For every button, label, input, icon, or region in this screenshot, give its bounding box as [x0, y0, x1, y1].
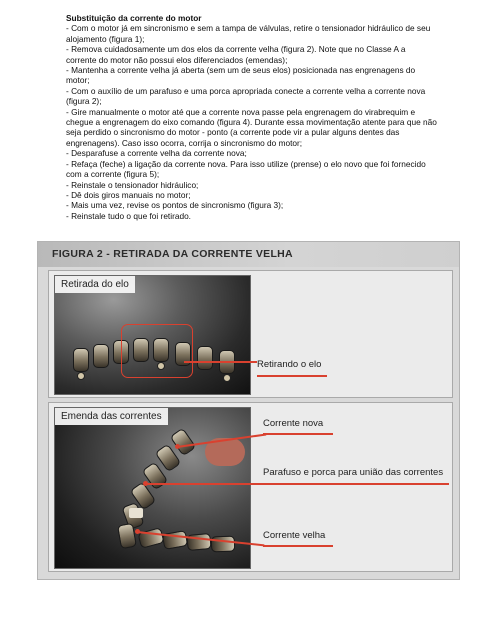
step-1: - Com o motor já em sincronismo e sem a tampa de válvulas, retire o tensionador hidráulico de seu alojamento (figura 1); — [66, 23, 431, 44]
callout-line — [257, 375, 327, 377]
chain-link — [93, 344, 109, 368]
step-8: - Reinstale o tensionador hidráulico; — [66, 179, 199, 190]
chain-pin — [77, 372, 85, 380]
step-5: - Gire manualmente o motor até que a corrente nova passe pela engrenagem do virabrequim e chegue a engrenagem do eixo comando (figura 4). Durante essa movimentação atente para que não seja perdido o sincronismo do motor - ponto (a corrente pode vir a pular alguns dentes das engrenagens). Caso isso ocorra, corrija o sincronismo do motor; — [66, 106, 437, 148]
step-11: - Reinstale tudo o que foi retirado. — [66, 210, 191, 221]
step-2: - Remova cuidadosamente um dos elos da corrente velha (figura 2). Note que no Classe A a corrente do motor não possui elos diferenciados (emendas); — [66, 44, 406, 65]
callout-bolt-nut: Parafuso e porca para união das correntes — [263, 467, 444, 478]
bolt — [129, 508, 143, 518]
panel-chain-splice — [48, 402, 453, 572]
instructions-text — [66, 13, 438, 221]
chain-link — [73, 348, 89, 372]
chain-pin — [223, 374, 231, 382]
link-highlight — [121, 324, 193, 378]
step-6: - Desparafuse a corrente velha da corrente nova; — [66, 148, 247, 159]
step-9: - Dê dois giros manuais no motor; — [66, 189, 191, 200]
callout-old-chain: Corrente velha — [263, 530, 326, 541]
step-4: - Com o auxílio de um parafuso e uma porca apropriada conecte a corrente velha a corrente nova (figura 2); — [66, 85, 426, 107]
panel-2-label: Emenda das correntes — [55, 408, 168, 425]
callout-new-chain: Corrente nova — [263, 418, 324, 429]
callout-line — [145, 483, 265, 485]
chain-link — [162, 530, 188, 550]
panel-remove-link — [48, 270, 453, 398]
chain-link — [137, 527, 164, 549]
section-heading: Substituição da corrente do motor — [66, 13, 202, 23]
photo-chain-splice — [54, 407, 251, 569]
callout-line — [263, 433, 333, 435]
step-10: - Mais uma vez, revise os pontos de sincronismo (figura 3); — [66, 200, 284, 211]
figure-title-bar — [38, 242, 459, 267]
chain-link — [211, 536, 236, 553]
chain-link — [197, 346, 213, 370]
callout-line — [184, 361, 257, 363]
panel-1-label: Retirada do elo — [55, 276, 135, 293]
callout-line — [263, 545, 333, 547]
step-7: - Refaça (feche) a ligação da corrente nova. Para isso utilize (prense) o elo novo que foi fornecido com a corrente (figura 5); — [66, 158, 426, 180]
callout-line — [263, 483, 449, 485]
step-3: - Mantenha a corrente velha já aberta (sem um de seus elos) posicionada nas engrenagens do motor; — [66, 65, 416, 86]
figure-2 — [37, 241, 460, 580]
photo-remove-link — [54, 275, 251, 395]
figure-title: FIGURA 2 - RETIRADA DA CORRENTE VELHA — [52, 248, 293, 260]
callout-removing-link: Retirando o elo — [257, 359, 322, 370]
